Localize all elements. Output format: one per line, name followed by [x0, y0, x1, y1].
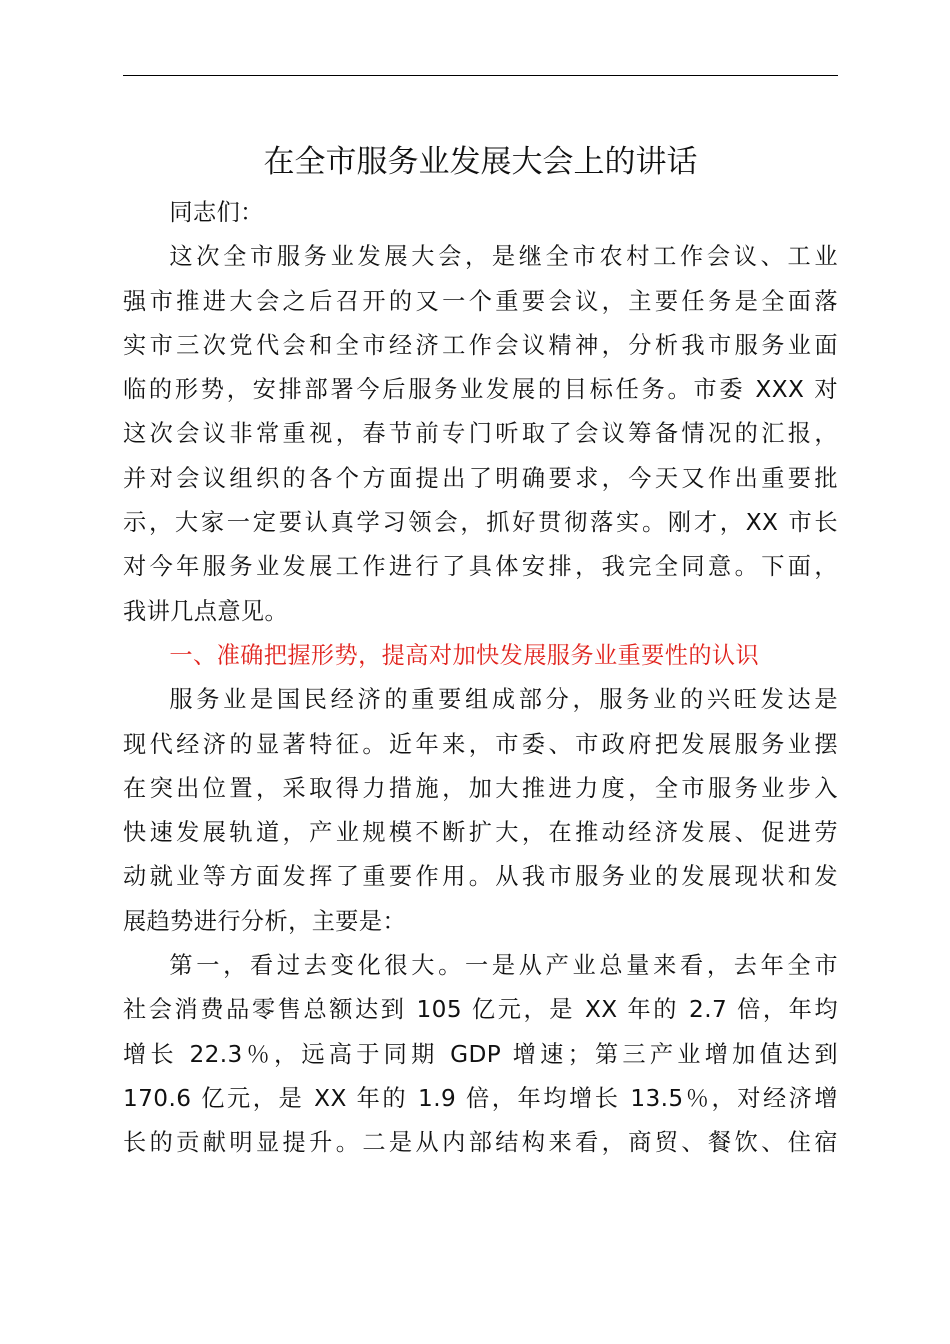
text-line: 动就业等方面发挥了重要作用。从我市服务业的发展现状和发 — [123, 863, 838, 891]
text-line: 并对会议组织的各个方面提出了明确要求，今天又作出重要批 — [123, 464, 838, 492]
text-line: 强市推进大会之后召开的又一个重要会议，主要任务是全面落 — [123, 287, 838, 315]
text-line: 在突出位置，采取得力措施，加大推进力度，全市服务业步入 — [123, 774, 838, 802]
paragraph-3 — [123, 944, 838, 1165]
text-line: 示，大家一定要认真学习领会，抓好贯彻落实。刚才，XX 市长 — [123, 509, 838, 537]
text-line: 这次会议非常重视，春节前专门听取了会议筹备情况的汇报， — [123, 420, 838, 448]
text-line: 长的贡献明显提升。二是从内部结构来看，商贸、餐饮、住宿 — [123, 1129, 838, 1157]
text-line: 展趋势进行分析，主要是： — [123, 907, 407, 935]
text-line: 增长 22.3％，远高于同期 GDP 增速；第三产业增加值达到 — [123, 1040, 838, 1068]
text-line: 现代经济的显著特征。近年来，市委、市政府把发展服务业摆 — [123, 730, 838, 758]
text-line: 对今年服务业发展工作进行了具体安排，我完全同意。下面， — [123, 553, 838, 581]
text-line: 社会消费品零售总额达到 105 亿元，是 XX 年的 2.7 倍，年均 — [123, 996, 838, 1024]
text-line: 服务业是国民经济的重要组成部分，服务业的兴旺发达是 — [169, 686, 838, 714]
salutation: 同志们： — [169, 199, 264, 226]
text-line: 第一，看过去变化很大。一是从产业总量来看，去年全市 — [169, 952, 838, 980]
paragraph-2 — [123, 678, 838, 944]
text-line: 实市三次党代会和全市经济工作会议精神，分析我市服务业面 — [123, 331, 838, 359]
text-line: 临的形势，安排部署今后服务业发展的目标任务。市委 XXX 对 — [123, 376, 838, 404]
text-line: 我讲几点意见。 — [123, 597, 289, 625]
document-body — [123, 191, 838, 1166]
document-title: 在全市服务业发展大会上的讲话 — [263, 144, 698, 180]
text-line: 快速发展轨道，产业规模不断扩大，在推动经济发展、促进劳 — [123, 819, 838, 847]
text-line: 170.6 亿元，是 XX 年的 1.9 倍，年均增长 13.5％，对经济增 — [123, 1084, 838, 1112]
paragraph-1 — [123, 235, 838, 634]
section-heading-1: 一、准确把握形势，提高对加快发展服务业重要性的认识 — [169, 641, 760, 669]
text-line: 这次全市服务业发展大会，是继全市农村工作会议、工业 — [169, 243, 838, 271]
header-rule — [123, 75, 838, 76]
